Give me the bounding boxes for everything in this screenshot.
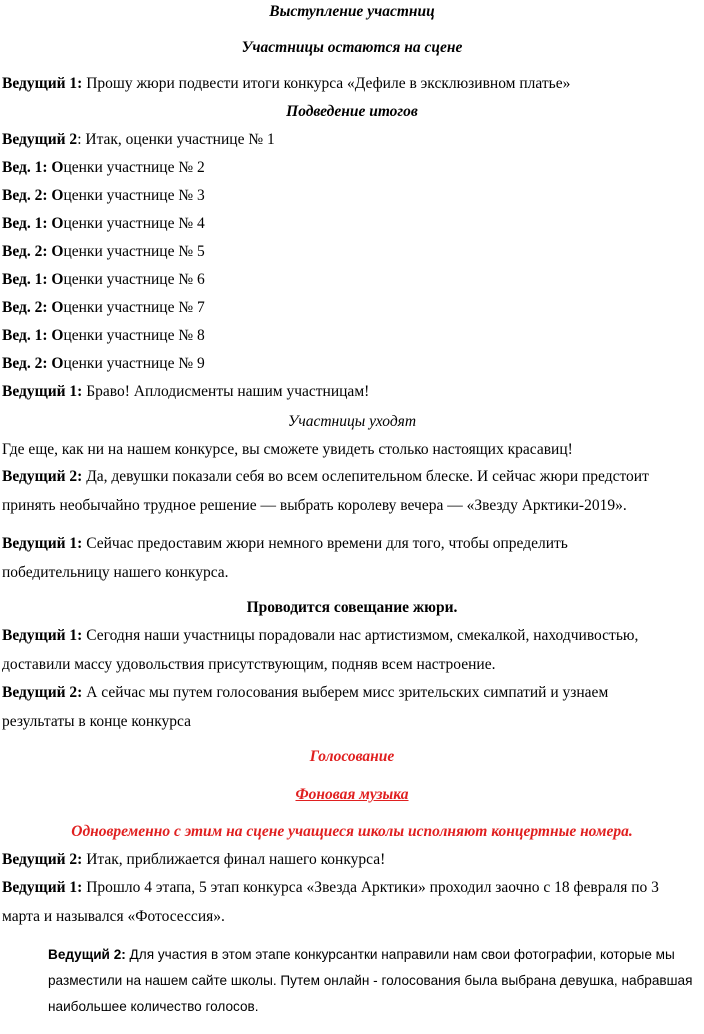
dialogue-line: наибольшее количество голосов. xyxy=(48,999,259,1014)
dialogue-line: Ведущий 1: Сегодня наши участницы порадовали нас артистизмом, смекалкой, находчивостью, xyxy=(2,627,639,644)
speaker-label: Вед. 1: О xyxy=(2,159,64,176)
dialogue-line: Ведущий 1: Прошу жюри подвести итоги конкурса «Дефиле в эксклюзивном платье» xyxy=(2,75,571,92)
dialogue-line: результаты в конце конкурса xyxy=(2,713,191,730)
dialogue-line: принять необычайно трудное решение — выбрать королеву вечера — «Звезду Арктики-2019». xyxy=(2,497,627,514)
speaker-label: Вед. 2: О xyxy=(2,243,64,260)
dialogue-line: Ведущий 2: Для участия в этом этапе конкурсантки направили нам свои фотографии, которые мы xyxy=(48,947,675,962)
speaker-label: Вед. 1: О xyxy=(2,327,64,344)
stage-direction: Подведение итогов xyxy=(286,103,418,120)
speaker-label: Вед. 1: О xyxy=(2,215,64,232)
stage-direction: Участницы уходят xyxy=(287,413,417,430)
stage-direction: Проводится совещание жюри. xyxy=(246,599,458,616)
dialogue-line: Где еще, как ни на нашем конкурсе, вы сможете увидеть столько настоящих красавиц! xyxy=(2,441,573,458)
stage-direction-voting: Голосование xyxy=(309,748,395,765)
dialogue-line: победительницу нашего конкурса. xyxy=(2,564,229,581)
dialogue-line: Вед. 2: Оценки участнице № 5 xyxy=(2,243,205,260)
speaker-label: Ведущий 2: xyxy=(2,851,83,868)
dialogue-line: Ведущий 1: Сейчас предоставим жюри немного времени для того, чтобы определить xyxy=(2,535,568,552)
dialogue-line: Ведущий 2: Итак, приближается финал нашего конкурса! xyxy=(2,851,386,868)
speaker-label: Ведущий 2: xyxy=(2,468,83,485)
dialogue-line: Вед. 2: Оценки участнице № 9 xyxy=(2,355,205,372)
stage-direction: Выступление участниц xyxy=(269,3,435,20)
dialogue-line: Ведущий 1: Прошло 4 этапа, 5 этап конкурса «Звезда Арктики» проходил заочно с 18 февраля по 3 xyxy=(2,879,659,896)
speaker-label: Ведущий 2 xyxy=(2,131,78,148)
speaker-label: Ведущий 1: xyxy=(2,535,83,552)
dialogue-line: Вед. 2: Оценки участнице № 3 xyxy=(2,187,205,204)
speaker-label: Ведущий 1: xyxy=(2,75,83,92)
speaker-label: Вед. 2: О xyxy=(2,187,64,204)
stage-direction-music: Фоновая музыка xyxy=(295,786,409,803)
dialogue-line: Ведущий 2: Итак, оценки участнице № 1 xyxy=(2,131,275,148)
dialogue-line: Вед. 1: Оценки участнице № 2 xyxy=(2,159,205,176)
dialogue-line: Вед. 1: Оценки участнице № 6 xyxy=(2,271,205,288)
dialogue-line: Вед. 1: Оценки участнице № 8 xyxy=(2,327,205,344)
speaker-label: Ведущий 2: xyxy=(2,684,83,701)
dialogue-line: Ведущий 1: Браво! Аплодисменты нашим участницам! xyxy=(2,383,370,400)
stage-direction: Участницы остаются на сцене xyxy=(241,39,463,56)
dialogue-line: Вед. 2: Оценки участнице № 7 xyxy=(2,299,205,316)
speaker-label: Ведущий 1: xyxy=(2,879,83,896)
speaker-label: Вед. 2: О xyxy=(2,355,64,372)
stage-direction-concert: Одновременно с этим на сцене учащиеся школы исполняют концертные номера. xyxy=(71,823,633,840)
speaker-label: Вед. 1: О xyxy=(2,271,64,288)
dialogue-line: Вед. 1: Оценки участнице № 4 xyxy=(2,215,205,232)
dialogue-line: Ведущий 2: А сейчас мы путем голосования выберем мисс зрительских симпатий и узнаем xyxy=(2,684,609,701)
dialogue-line: марта и назывался «Фотосессия». xyxy=(2,908,225,925)
speaker-label: Ведущий 2: xyxy=(48,947,126,962)
speaker-label: Ведущий 1: xyxy=(2,383,83,400)
dialogue-line: доставили массу удовольствия присутствующим, подняв всем настроение. xyxy=(2,656,496,673)
speaker-label: Вед. 2: О xyxy=(2,299,64,316)
dialogue-line: Ведущий 2: Да, девушки показали себя во всем ослепительном блеске. И сейчас жюри предстоит xyxy=(2,468,649,485)
speaker-label: Ведущий 1: xyxy=(2,627,83,644)
dialogue-line: разместили на нашем сайте школы. Путем онлайн - голосования была выбрана девушка, набравшая xyxy=(48,973,693,988)
